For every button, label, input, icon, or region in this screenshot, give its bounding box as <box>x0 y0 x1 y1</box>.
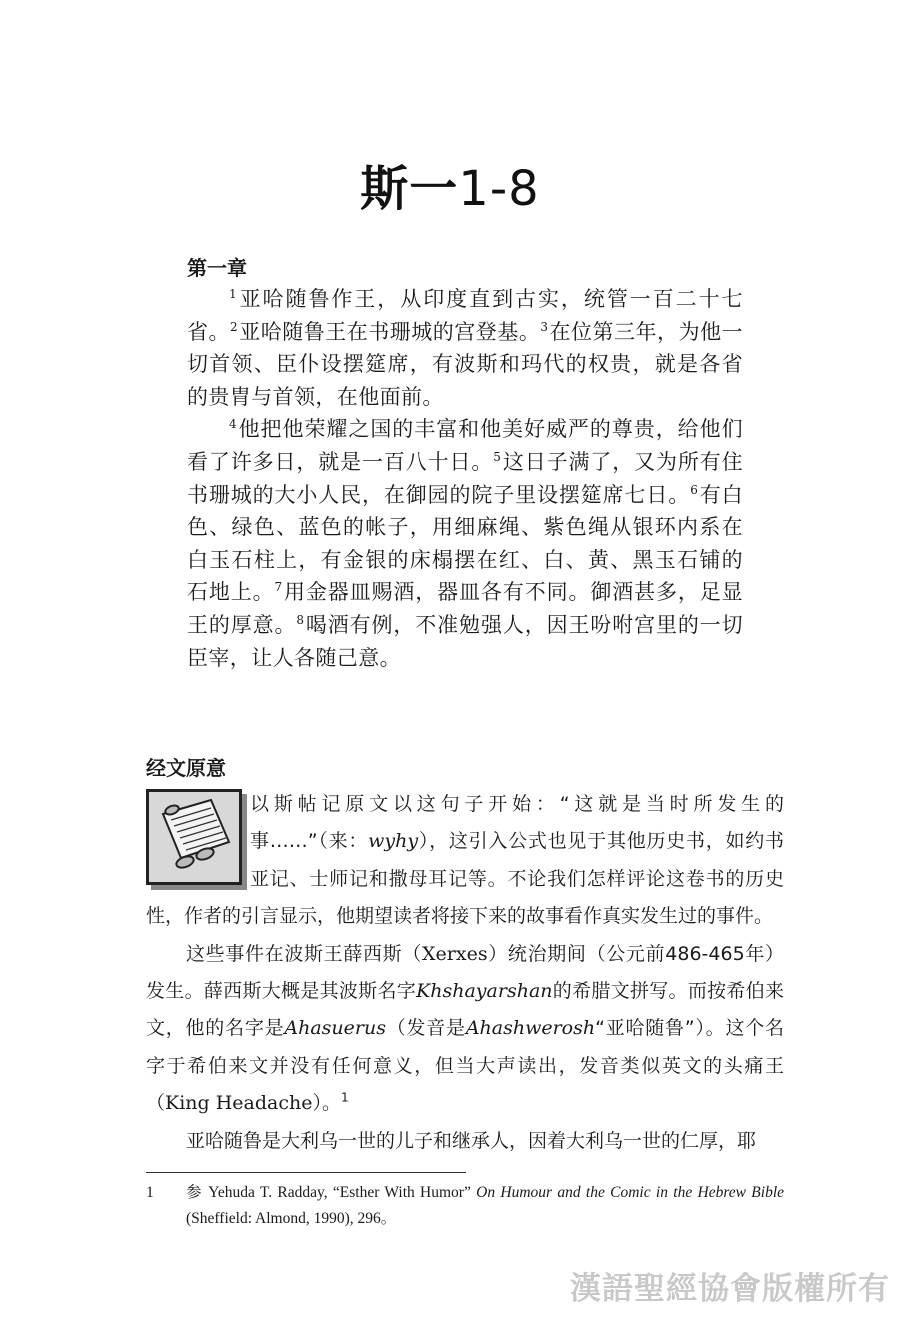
verse-number: 5 <box>493 449 502 464</box>
scripture-paragraph <box>187 413 743 674</box>
page-title <box>0 150 900 219</box>
verse-text: 在位第三年，为他一切首领、臣仆设摆筵席，有波斯和玛代的权贵，就是各省的贵胄与首领，在他面前。 <box>187 319 743 409</box>
verse-number: 2 <box>230 319 239 334</box>
scroll-icon <box>146 789 242 885</box>
verse-text: 亚哈随鲁作王，从印度直到古实，统管一百二十七省。 <box>187 287 743 344</box>
commentary-text-run: 以斯帖记原文以这句子开始：“这就是当时所发生的事……”（来： <box>250 793 784 853</box>
commentary-text-run: 的希腊文拼写。而按希伯来文，他的名字是 <box>146 980 784 1040</box>
verse-text: 喝酒有例，不准勉强人，因王吩咐宫里的一切臣宰，让人各随己意。 <box>187 612 743 670</box>
scripture-text <box>187 283 743 674</box>
verse-text: 用金器皿赐酒，器皿各有不同。御酒甚多，足显王的厚意。 <box>187 580 743 637</box>
verse-text: 有白色、绿色、蓝色的帐子，用细麻绳、紫色绳从银环内系在白玉石柱上，有金银的床榻摆在红、白、黄、黑玉石铺的石地上。 <box>187 482 743 605</box>
commentary-text-run: “亚哈随鲁”）。这个名字于希伯来文并没有任何意义，但当大声读出，发音类似英文的头痛王（ <box>146 1017 784 1115</box>
scripture-paragraph <box>187 283 743 413</box>
transliteration: Ahasuerus <box>284 1017 386 1040</box>
footnote <box>146 1180 784 1232</box>
latin-name: King Headache <box>165 1092 313 1115</box>
footnote-run: 参 Yehuda T. Radday, “Esther With Humor” <box>186 1184 477 1201</box>
book-title: On Humour and the Comic in the Hebrew Bible <box>476 1184 785 1201</box>
title-range: 1-8 <box>458 161 540 217</box>
footnote-divider <box>146 1172 466 1173</box>
commentary-paragraph <box>146 936 784 1123</box>
footnote-text <box>186 1180 784 1232</box>
chapter-heading: 第一章 <box>187 256 247 280</box>
transliteration: Khshayarshan <box>416 980 553 1003</box>
commentary-text-run: （发音是 <box>385 1017 466 1040</box>
commentary-text-run: 这些事件在波斯王薛西斯（ <box>186 942 423 965</box>
footnote-ref[interactable]: 1 <box>341 1090 349 1105</box>
transliteration: wyhy <box>368 830 419 853</box>
verse-text: 亚哈随鲁王在书珊城的宫登基。 <box>239 319 541 344</box>
verse-number: 8 <box>296 612 305 627</box>
verse-text: 这日子满了，又为所有住书珊城的大小人民，在御园的院子里设摆筵席七日。 <box>187 449 743 507</box>
title-book: 斯一 <box>360 161 459 217</box>
commentary-text-run: ）。 <box>312 1092 341 1115</box>
section-heading: 经文原意 <box>146 756 226 780</box>
copyright-watermark: 漢語聖經協會版權所有 <box>570 1271 890 1307</box>
verse-number: 6 <box>690 482 699 497</box>
verse-number: 3 <box>540 319 549 334</box>
verse-number: 4 <box>229 417 238 432</box>
footnote-run: (Sheffield: Almond, 1990), 296。 <box>186 1210 397 1227</box>
commentary-text <box>146 786 784 1160</box>
latin-name: Xerxes <box>422 942 488 965</box>
commentary-text-run: ），这引入公式也见于其他历史书，如约书亚记、士师记和撒母耳记等。不论我们怎样评论这卷书的历史性，作者的引言显示，他期望读者将接下来的故事看作真实发生过的事件。 <box>146 830 784 928</box>
verse-text: 他把他荣耀之国的丰富和他美好威严的尊贵，给他们看了许多日，就是一百八十日。 <box>187 417 743 474</box>
verse-number: 7 <box>274 580 283 595</box>
transliteration: Ahashwerosh <box>465 1017 596 1040</box>
footnote-number: 1 <box>146 1184 154 1201</box>
verse-number: 1 <box>229 287 238 301</box>
commentary-paragraph: 亚哈随鲁是大利乌一世的儿子和继承人，因着大利乌一世的仁厚，耶 <box>186 1129 757 1152</box>
commentary-text-run: ）统治期间（公元前486-465年）发生。薛西斯大概是其波斯名字 <box>146 942 784 1003</box>
